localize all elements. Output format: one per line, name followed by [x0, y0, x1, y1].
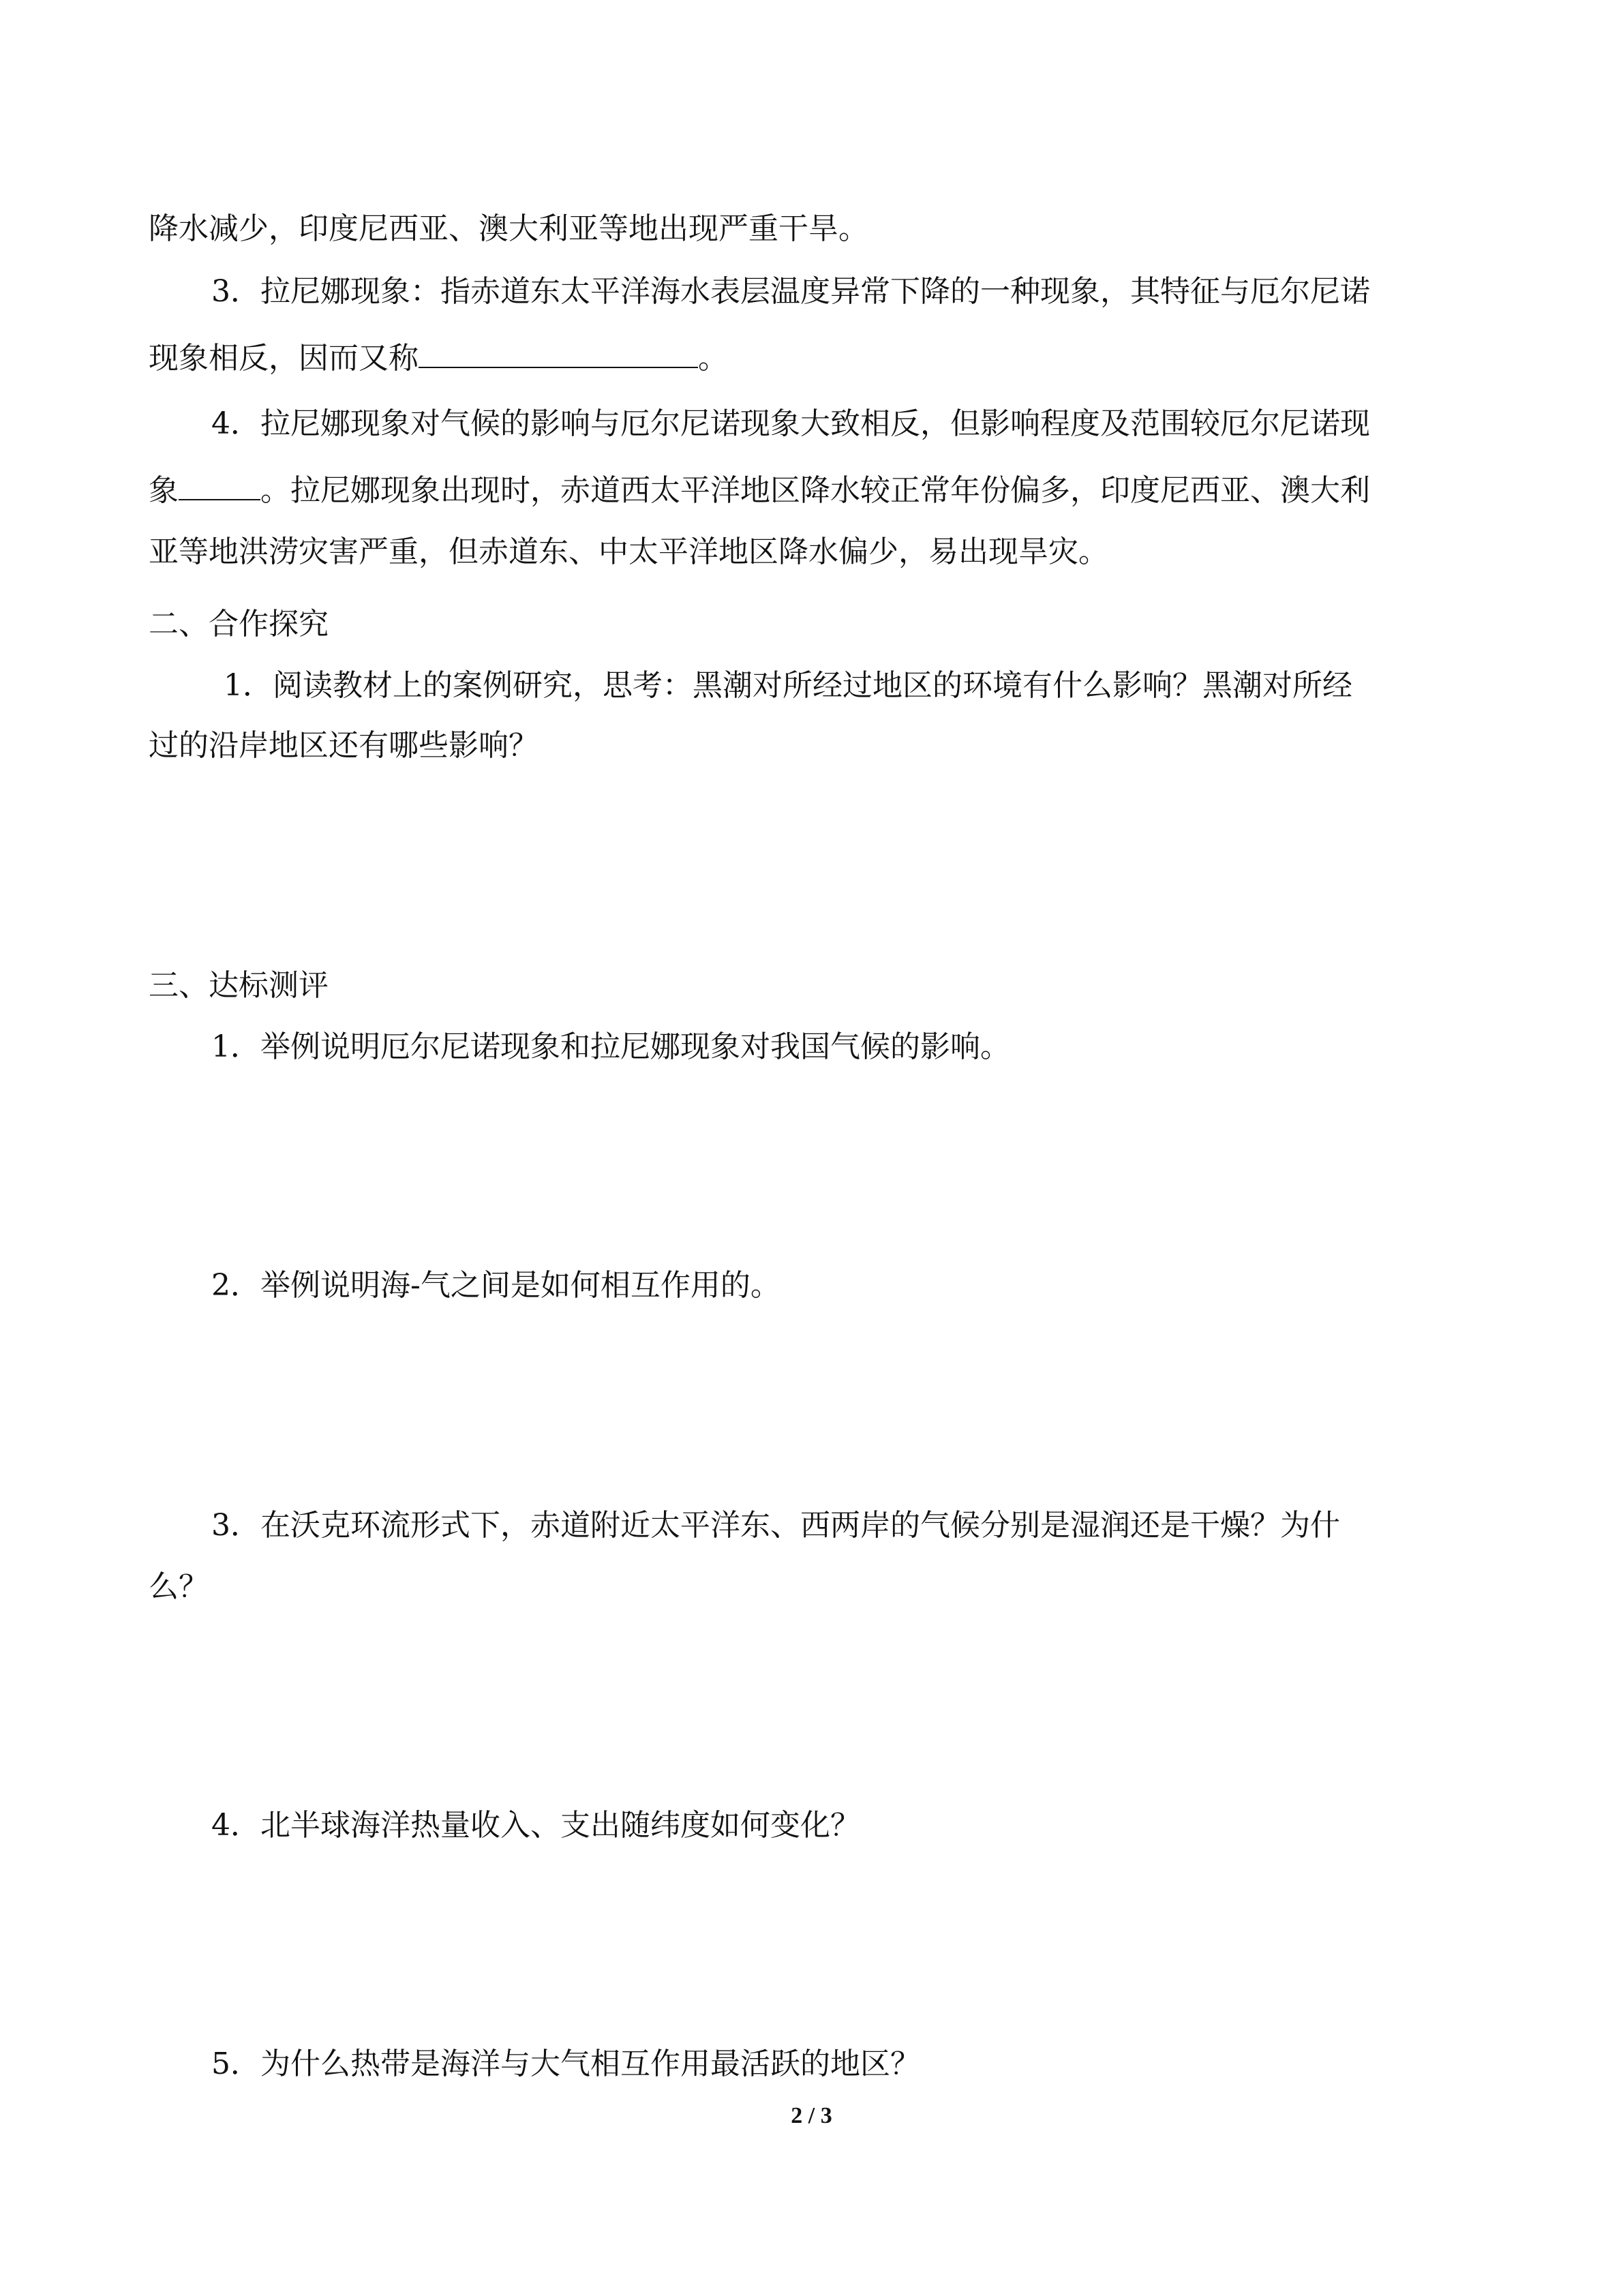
item4-text-line1: 4．拉尼娜现象对气候的影响与厄尔尼诺现象大致相反，但影响程度及范围较厄尔尼诺现 [211, 406, 1370, 441]
item3-text-line1: 3．拉尼娜现象：指赤道东太平洋海水表层温度异常下降的一种现象，其特征与厄尔尼诺 [211, 274, 1370, 309]
assessment-question-5: 5．为什么热带是海洋与大气相互作用最活跃的地区？ [211, 2046, 920, 2081]
item4-text-line2 [149, 469, 1474, 510]
inquiry-question-line1: 1．阅读教材上的案例研究，思考：黑潮对所经过地区的环境有什么影响？黑潮对所经 [224, 668, 1352, 703]
item3-text-before-blank: 现象相反，因而又称 [149, 341, 419, 376]
section-heading-cooperative-inquiry: 二、合作探究 [149, 607, 329, 641]
inquiry-question-line2: 过的沿岸地区还有哪些影响？ [149, 728, 539, 763]
intro-text-line: 降水减少，印度尼西亚、澳大利亚等地出现严重干旱。 [149, 211, 868, 246]
item3-text-after-blank: 。 [698, 341, 728, 376]
item3-text-line2 [149, 337, 1474, 378]
page-number: 2 / 3 [791, 2103, 832, 2128]
item4-text-after-blank: 。拉尼娜现象出现时，赤道西太平洋地区降水较正常年份偏多，印度尼西亚、澳大利 [260, 473, 1370, 508]
section-heading-assessment: 三、达标测评 [149, 968, 329, 1003]
assessment-question-3-line2: 么？ [149, 1569, 209, 1604]
assessment-question-1: 1．举例说明厄尔尼诺现象和拉尼娜现象对我国气候的影响。 [211, 1029, 1010, 1064]
assessment-question-3-line1: 3．在沃克环流形式下，赤道附近太平洋东、西两岸的气候分别是湿润还是干燥？为什 [211, 1508, 1340, 1543]
item4-text-before-blank: 象 [149, 473, 179, 508]
fill-in-blank[interactable] [179, 469, 260, 500]
item4-text-line3: 亚等地洪涝灾害严重，但赤道东、中太平洋地区降水偏少，易出现旱灾。 [149, 534, 1108, 569]
fill-in-blank[interactable] [419, 337, 698, 368]
assessment-question-4: 4．北半球海洋热量收入、支出随纬度如何变化？ [211, 1808, 860, 1843]
assessment-question-2: 2．举例说明海-气之间是如何相互作用的。 [211, 1268, 780, 1303]
